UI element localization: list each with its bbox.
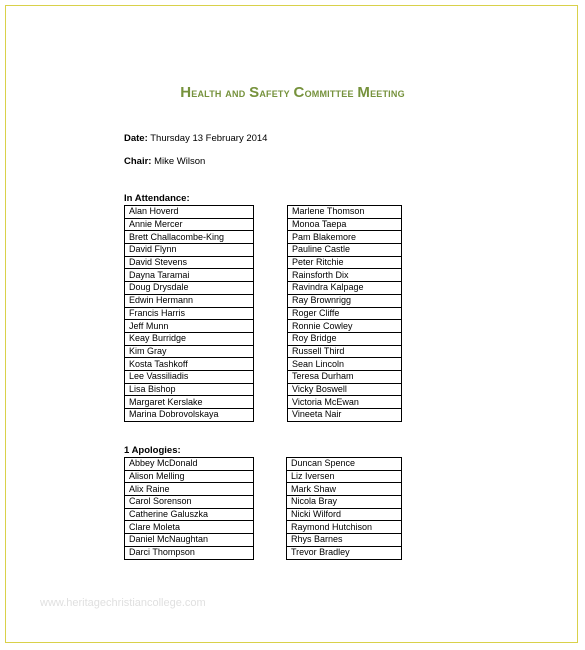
- attendee-name: Marlene Thomson: [288, 206, 402, 219]
- attendee-row: [288, 282, 402, 295]
- attendee-row: [288, 358, 402, 371]
- attendee-row: [125, 256, 254, 269]
- apology-row: [287, 496, 402, 509]
- attendee-row: [288, 231, 402, 244]
- attendee-row: [288, 345, 402, 358]
- attendee-row: [125, 282, 254, 295]
- apology-row: [125, 546, 254, 559]
- apology-row: [125, 458, 254, 471]
- attendee-name: Vineeta Nair: [288, 409, 402, 422]
- apologies-heading: 1 Apologies:: [124, 445, 181, 456]
- attendee-name: Dayna Taramai: [125, 269, 254, 282]
- apology-row: [125, 483, 254, 496]
- apology-name: Trevor Bradley: [287, 546, 402, 559]
- apology-row: [287, 534, 402, 547]
- apology-name: Raymond Hutchison: [287, 521, 402, 534]
- apology-row: [287, 483, 402, 496]
- title-initial: M: [357, 84, 371, 101]
- attendee-row: [288, 294, 402, 307]
- attendee-name: Brett Challacombe-King: [125, 231, 254, 244]
- attendee-row: [125, 358, 254, 371]
- attendee-name: Russell Third: [288, 345, 402, 358]
- attendee-name: David Flynn: [125, 244, 254, 257]
- attendee-row: [125, 294, 254, 307]
- attendee-row: [288, 244, 402, 257]
- attendee-name: Alan Hoverd: [125, 206, 254, 219]
- apology-name: Alison Melling: [125, 470, 254, 483]
- attendee-row: [288, 332, 402, 345]
- attendee-row: [125, 206, 254, 219]
- title-rest: and: [225, 86, 246, 100]
- attendee-row: [288, 383, 402, 396]
- attendee-name: Doug Drysdale: [125, 282, 254, 295]
- apology-name: Abbey McDonald: [125, 458, 254, 471]
- attendee-name: Kosta Tashkoff: [125, 358, 254, 371]
- chair-label: Chair:: [124, 156, 152, 167]
- apology-name: Rhys Barnes: [287, 534, 402, 547]
- title-rest: ealth: [191, 86, 222, 100]
- attendee-name: Pam Blakemore: [288, 231, 402, 244]
- attendee-name: Ronnie Cowley: [288, 320, 402, 333]
- attendee-name: Margaret Kerslake: [125, 396, 254, 409]
- attendee-name: Peter Ritchie: [288, 256, 402, 269]
- attendee-row: [125, 396, 254, 409]
- attendee-name: Annie Mercer: [125, 218, 254, 231]
- attendee-row: [125, 383, 254, 396]
- apology-name: Duncan Spence: [287, 458, 402, 471]
- apology-row: [287, 458, 402, 471]
- attendee-row: [288, 370, 402, 383]
- apology-name: Daniel McNaughtan: [125, 534, 254, 547]
- attendee-name: Roy Bridge: [288, 332, 402, 345]
- title-word: [180, 86, 221, 100]
- attendance-table-right: [287, 205, 402, 422]
- attendee-name: Francis Harris: [125, 307, 254, 320]
- apologies-table-right: [286, 457, 402, 560]
- title-rest: ommittee: [304, 86, 354, 100]
- apology-name: Catherine Galuszka: [125, 508, 254, 521]
- attendee-name: Sean Lincoln: [288, 358, 402, 371]
- attendee-row: [125, 409, 254, 422]
- attendee-name: Pauline Castle: [288, 244, 402, 257]
- attendee-row: [288, 256, 402, 269]
- attendance-table-left: [124, 205, 254, 422]
- title-initial: H: [180, 84, 192, 101]
- title-word: [225, 86, 245, 100]
- attendee-name: Lisa Bishop: [125, 383, 254, 396]
- attendance-heading: In Attendance:: [124, 193, 190, 204]
- attendee-name: Vicky Boswell: [288, 383, 402, 396]
- attendee-row: [288, 320, 402, 333]
- apology-name: Carol Sorenson: [125, 496, 254, 509]
- attendee-row: [125, 244, 254, 257]
- attendee-name: Monoa Taepa: [288, 218, 402, 231]
- apology-name: Alix Raine: [125, 483, 254, 496]
- apology-name: Nicola Bray: [287, 496, 402, 509]
- attendee-row: [125, 307, 254, 320]
- attendee-name: Rainsforth Dix: [288, 269, 402, 282]
- apologies-table-left: [124, 457, 254, 560]
- attendee-name: Roger Cliffe: [288, 307, 402, 320]
- title-rest: afety: [259, 86, 290, 100]
- title-initial: S: [249, 84, 260, 101]
- attendee-name: Ray Brownrigg: [288, 294, 402, 307]
- attendee-row: [125, 345, 254, 358]
- attendee-row: [288, 218, 402, 231]
- date-label: Date:: [124, 133, 148, 144]
- title-word: [294, 86, 354, 100]
- apology-row: [125, 496, 254, 509]
- attendee-row: [125, 231, 254, 244]
- apology-name: Liz Iversen: [287, 470, 402, 483]
- apology-row: [125, 534, 254, 547]
- apology-row: [287, 546, 402, 559]
- meeting-date: [124, 133, 267, 144]
- attendee-name: Ravindra Kalpage: [288, 282, 402, 295]
- attendee-row: [125, 370, 254, 383]
- apology-name: Darci Thompson: [125, 546, 254, 559]
- meeting-chair: [124, 156, 205, 167]
- apology-row: [125, 508, 254, 521]
- attendee-name: Lee Vassiliadis: [125, 370, 254, 383]
- attendee-row: [288, 307, 402, 320]
- attendee-row: [288, 396, 402, 409]
- apology-name: Nicki Wilford: [287, 508, 402, 521]
- attendee-name: Kim Gray: [125, 345, 254, 358]
- attendee-name: Jeff Munn: [125, 320, 254, 333]
- attendee-row: [288, 409, 402, 422]
- attendee-row: [288, 269, 402, 282]
- date-value: Thursday 13 February 2014: [150, 133, 268, 144]
- attendee-name: Marina Dobrovolskaya: [125, 409, 254, 422]
- attendee-name: Keay Burridge: [125, 332, 254, 345]
- attendee-name: Edwin Hermann: [125, 294, 254, 307]
- apology-row: [125, 470, 254, 483]
- attendee-row: [125, 332, 254, 345]
- attendee-name: Victoria McEwan: [288, 396, 402, 409]
- document-title: [0, 84, 585, 101]
- apology-row: [125, 521, 254, 534]
- attendee-name: Teresa Durham: [288, 370, 402, 383]
- attendee-row: [288, 206, 402, 219]
- apology-name: Mark Shaw: [287, 483, 402, 496]
- apology-row: [287, 508, 402, 521]
- attendee-row: [125, 269, 254, 282]
- title-word: [357, 86, 404, 100]
- apology-name: Clare Moleta: [125, 521, 254, 534]
- watermark: www.heritagechristiancollege.com: [40, 597, 206, 609]
- apology-row: [287, 521, 402, 534]
- chair-value: Mike Wilson: [154, 156, 206, 167]
- title-word: [249, 86, 290, 100]
- apology-row: [287, 470, 402, 483]
- attendee-name: David Stevens: [125, 256, 254, 269]
- title-initial: C: [293, 84, 305, 101]
- attendee-row: [125, 320, 254, 333]
- attendee-row: [125, 218, 254, 231]
- title-rest: eeting: [370, 86, 405, 100]
